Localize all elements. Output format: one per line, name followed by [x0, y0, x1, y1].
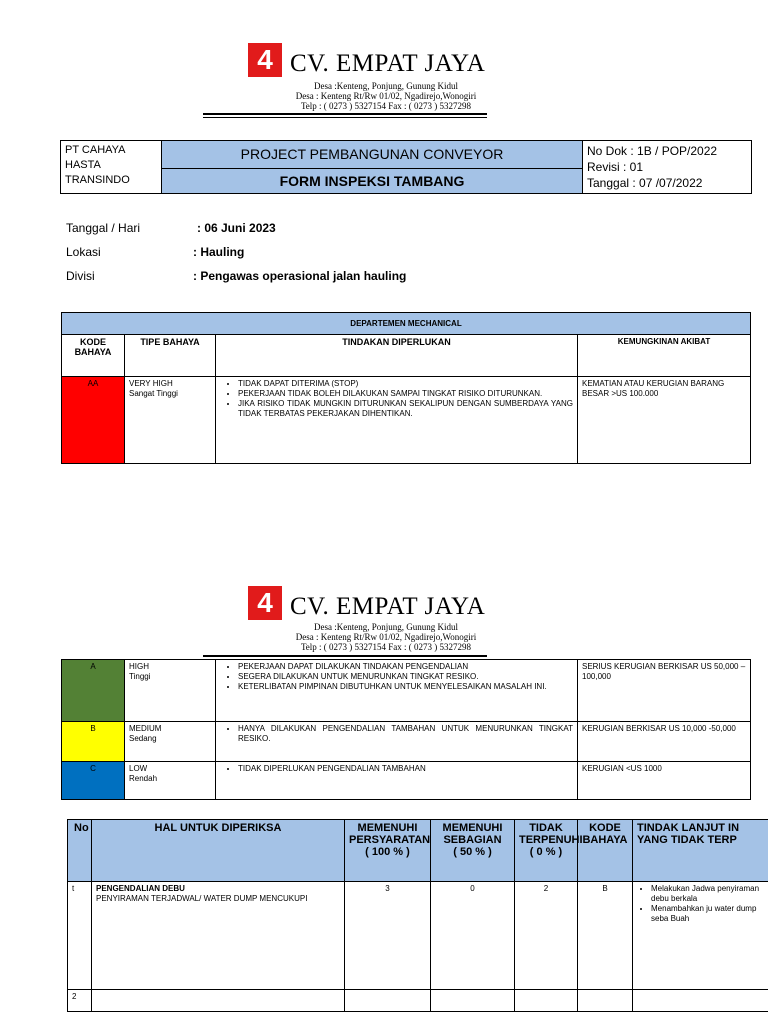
header-memenuhi-50: MEMENUHI SEBAGIAN ( 50 % ): [431, 820, 515, 882]
company-address: Desa :Kenteng, Ponjung, Gunung Kidul Desa : Kenteng Rt/Rw 01/02, Ngadirejo,Wonogiri Telp : ( 0273 ) 5327154 Fax : ( 0273 ) 5327298: [295, 81, 477, 111]
list-item: • PEKERJAAN TIDAK BOLEH DILAKUKAN SAMPAI TINGKAT RISIKO DITURUNKAN.: [238, 389, 573, 399]
risk-impact-cell: KEMATIAN ATAU KERUGIAN BARANG BESAR >US 100.000: [578, 377, 751, 464]
list-item: • PEKERJAAN DAPAT DILAKUKAN TINDAKAN PENGENDALIAN: [238, 662, 573, 672]
risk-code-cell: B: [62, 722, 125, 762]
inspection-header-row: [68, 820, 768, 882]
letterhead-rule-thin: [203, 117, 487, 118]
header-no: No: [68, 820, 92, 882]
risk-code-cell: A: [62, 660, 125, 722]
inspection-table: [67, 819, 768, 1012]
table-row: [68, 990, 768, 1012]
letterhead-rule: [203, 655, 487, 657]
row-memenuhi-100: [345, 990, 431, 1012]
risk-actions-cell: [216, 722, 578, 762]
form-title: FORM INSPEKSI TAMBANG: [162, 168, 583, 193]
company-logo: 4: [248, 43, 282, 77]
risk-row-c: [62, 762, 751, 800]
risk-impact-cell: SERIUS KERUGIAN BERKISAR US 50,000 – 100,000: [578, 660, 751, 722]
list-item: • KETERLIBATAN PIMPINAN DIBUTUHKAN UNTUK MENYELESAIKAN MASALAH INI.: [238, 682, 573, 692]
risk-impact-cell: KERUGIAN BERKISAR US 10,000 -50,000: [578, 722, 751, 762]
row-tidak-terpenuhi: [515, 990, 578, 1012]
list-item: • TIDAK DAPAT DITERIMA (STOP): [238, 379, 573, 389]
header-tindakan: TINDAKAN DIPERLUKAN: [216, 335, 578, 377]
document-meta: No Dok : 1B / POP/2022 Revisi : 01 Tanggal : 07 /07/2022: [583, 141, 752, 194]
row-item: PENGENDALIAN DEBU PENYIRAMAN TERJADWAL/ WATER DUMP MENCUKUPI: [92, 882, 345, 990]
risk-type-cell: VERY HIGH Sangat Tinggi: [125, 377, 216, 464]
info-location-value: : Hauling: [193, 245, 245, 259]
row-memenuhi-100: 3: [345, 882, 431, 990]
risk-row-b: [62, 722, 751, 762]
info-division-label: Divisi: [66, 269, 95, 283]
risk-actions-cell: [216, 660, 578, 722]
header-tindak-lanjut: TINDAK LANJUT IN YANG TIDAK TERP: [633, 820, 768, 882]
row-item: [92, 990, 345, 1012]
risk-actions-cell: [216, 762, 578, 800]
header-hal: HAL UNTUK DIPERIKSA: [92, 820, 345, 882]
list-item: • TIDAK DIPERLUKAN PENGENDALIAN TAMBAHAN: [238, 764, 573, 774]
header-akibat: KEMUNGKINAN AKIBAT: [578, 335, 751, 377]
risk-type-cell: MEDIUM Sedang: [125, 722, 216, 762]
company-address: Desa :Kenteng, Ponjung, Gunung Kidul Desa : Kenteng Rt/Rw 01/02, Ngadirejo,Wonogiri Telp : ( 0273 ) 5327154 Fax : ( 0273 ) 5327298: [295, 622, 477, 652]
row-tindak-lanjut: [633, 990, 768, 1012]
row-kode-bahaya: [578, 990, 633, 1012]
list-item: • JIKA RISIKO TIDAK MUNGKIN DITURUNKAN SEKALIPUN DENGAN SUMBERDAYA YANG TIDAK TERBATAS PEKERJAKAN DIHENTIKAN.: [238, 399, 573, 419]
risk-type-cell: LOW Rendah: [125, 762, 216, 800]
info-division-value: : Pengawas operasional jalan hauling: [193, 269, 407, 283]
company-logo: 4: [248, 586, 282, 620]
client-company: PT CAHAYA HASTA TRANSINDO: [61, 141, 162, 194]
row-kode-bahaya: B: [578, 882, 633, 990]
row-number: 2: [68, 990, 92, 1012]
risk-code-cell: AA: [62, 377, 125, 464]
header-kode-bahaya: KODE BAHAYA: [578, 820, 633, 882]
letterhead-rule: [203, 113, 487, 115]
risk-type-cell: HIGH Tinggi: [125, 660, 216, 722]
list-item: • Menambahkan ju water dump seba Buah: [651, 904, 764, 924]
header-memenuhi-100: MEMENUHI PERSYARATAN ( 100 % ): [345, 820, 431, 882]
document-header-table: [60, 140, 752, 194]
info-date-label: Tanggal / Hari: [66, 221, 141, 235]
company-name: CV. EMPAT JAYA: [290, 50, 486, 77]
table-row: [68, 882, 768, 990]
list-item: • Melakukan Jadwa penyiraman debu berkala: [651, 884, 764, 904]
risk-row-aa: [62, 377, 751, 464]
header-tidak-terpenuhi: TIDAK TERPENUHI ( 0 % ): [515, 820, 578, 882]
department-title: DEPARTEMEN MECHANICAL: [62, 313, 751, 335]
header-tipe-bahaya: TIPE BAHAYA: [125, 335, 216, 377]
project-title: PROJECT PEMBANGUNAN CONVEYOR: [162, 141, 583, 169]
row-tindak-lanjut: [633, 882, 768, 990]
info-location-label: Lokasi: [66, 245, 101, 259]
row-memenuhi-50: [431, 990, 515, 1012]
risk-code-cell: C: [62, 762, 125, 800]
list-item: • HANYA DILAKUKAN PENGENDALIAN TAMBAHAN UNTUK MENURUNKAN TINGKAT RESIKO.: [238, 724, 573, 744]
row-memenuhi-50: 0: [431, 882, 515, 990]
info-date-value: : 06 Juni 2023: [197, 221, 276, 235]
row-number: t: [68, 882, 92, 990]
risk-classification-table: [61, 312, 751, 464]
header-kode-bahaya: KODE BAHAYA: [62, 335, 125, 377]
list-item: • SEGERA DILAKUKAN UNTUK MENURUNKAN TINGKAT RESIKO.: [238, 672, 573, 682]
risk-row-a: [62, 660, 751, 722]
risk-classification-table-continued: [61, 659, 751, 800]
risk-actions-cell: [216, 377, 578, 464]
risk-impact-cell: KERUGIAN <US 1000: [578, 762, 751, 800]
row-tidak-terpenuhi: 2: [515, 882, 578, 990]
company-name: CV. EMPAT JAYA: [290, 593, 486, 620]
